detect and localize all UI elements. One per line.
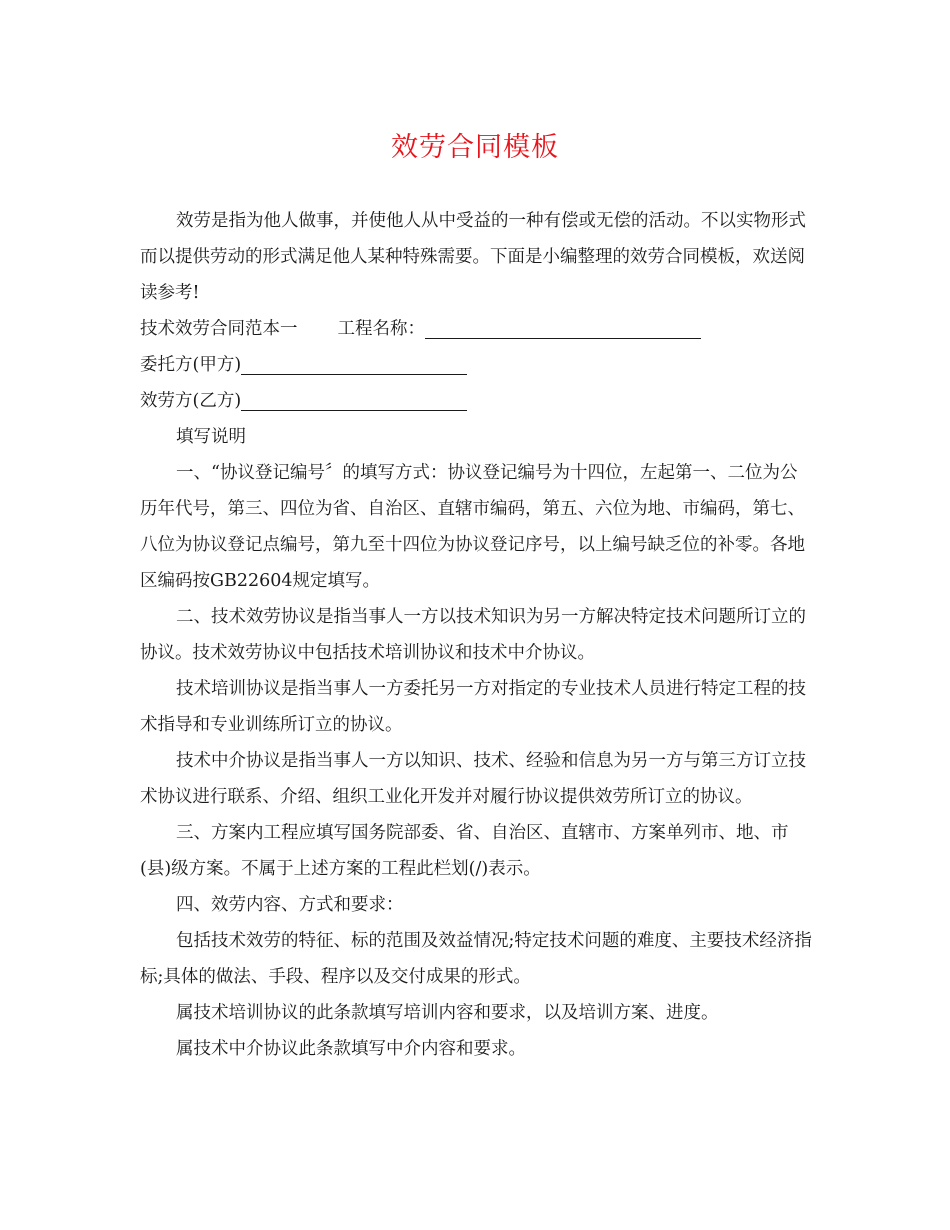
sample-heading: 技术效劳合同范本一: [140, 319, 298, 339]
paragraph-service-agreement: 二、技术效劳协议是指当事人一方以技术知识为另一方解决特定技术问题所订立的协议。技术效劳协议中包括技术培训协议和技术中介协议。: [140, 607, 806, 663]
paragraph-intermediary-clause: 属技术中介协议此条款填写中介内容和要求。: [176, 1039, 526, 1059]
instructions-heading: 填写说明: [176, 427, 246, 447]
client-line: [140, 347, 812, 383]
paragraph-training-clause: 属技术培训协议的此条款填写培训内容和要求，以及培训方案、进度。: [176, 1003, 719, 1023]
paragraph-service-content-heading: 四、效劳内容、方式和要求：: [176, 895, 404, 915]
document-title: 效劳合同模板: [391, 132, 559, 163]
paragraph-training-agreement: 技术培训协议是指当事人一方委托另一方对指定的专业技术人员进行特定工程的技术指导和专业训练所订立的协议。: [140, 679, 806, 735]
provider-label: 效劳方(乙方): [140, 391, 242, 411]
paragraph-service-content: 包括技术效劳的特征、标的范围及效益情况;特定技术问题的难度、主要技术经济指标;具体的做法、手段、程序以及交付成果的形式。: [140, 931, 812, 987]
document-body: [140, 203, 812, 1067]
project-name-blank: [425, 312, 701, 339]
sample-heading-line: [140, 311, 812, 347]
paragraph-intermediary-agreement: 技术中介协议是指当事人一方以知识、技术、经验和信息为另一方与第三方订立技术协议进行联系、介绍、组织工业化开发并对履行协议提供效劳所订立的协议。: [140, 751, 806, 807]
provider-line: [140, 383, 812, 419]
paragraph-plan-projects: 三、方案内工程应填写国务院部委、省、自治区、直辖市、方案单列市、地、市(县)级方案。不属于上述方案的工程此栏划(/)表示。: [140, 823, 789, 879]
client-label: 委托方(甲方): [140, 355, 242, 375]
intro-paragraph: 效劳是指为他人做事，并使他人从中受益的一种有偿或无偿的活动。不以实物形式而以提供劳动的形式满足他人某种特殊需要。下面是小编整理的效劳合同模板，欢送阅读参考!: [140, 211, 806, 303]
provider-blank: [241, 384, 467, 411]
paragraph-registration-number: 一、“协议登记编号〞的填写方式：协议登记编号为十四位，左起第一、二位为公历年代号，第三、四位为省、自治区、直辖市编码，第五、六位为地、市编码，第七、八位为协议登记点编号，第九至十四位为协议登记序号，以上编号缺乏位的补零。各地区编码按GB22604规定填写。: [140, 463, 805, 591]
client-blank: [241, 348, 467, 375]
project-name-label: 工程名称：: [337, 319, 425, 339]
